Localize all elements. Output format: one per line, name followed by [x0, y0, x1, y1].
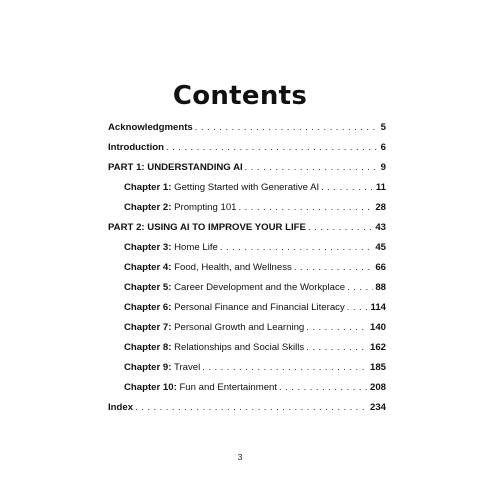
- toc-chapter-title: Getting Started with Generative AI: [171, 182, 320, 193]
- dot-leader: [202, 358, 368, 378]
- table-of-contents: [108, 118, 386, 418]
- toc-entry-title: [124, 338, 304, 358]
- toc-chapter-label: Chapter 4:: [124, 262, 172, 273]
- page-number: 3: [237, 452, 243, 462]
- toc-entry-chapter-9: [108, 358, 386, 378]
- toc-entry-chapter-10: [108, 378, 386, 398]
- dot-leader: [135, 398, 368, 418]
- toc-entry-chapter-8: [108, 338, 386, 358]
- toc-page-number: 43: [375, 222, 386, 233]
- toc-entry-title: [124, 238, 218, 258]
- toc-entry-title: [124, 178, 319, 198]
- toc-chapter-label: Chapter 6:: [124, 302, 172, 313]
- toc-chapter-label: Chapter 7:: [124, 322, 172, 333]
- toc-chapter-title: Home Life: [171, 242, 218, 253]
- toc-entry-chapter-5: [108, 278, 386, 298]
- toc-entry-title: [124, 358, 200, 378]
- toc-chapter-label: Chapter 10:: [124, 382, 177, 393]
- toc-page-number: 208: [369, 382, 386, 393]
- toc-entry-introduction: [108, 138, 386, 158]
- toc-chapter-title: Personal Finance and Financial Literacy: [171, 302, 345, 313]
- toc-chapter-title: Food, Health, and Wellness: [171, 262, 292, 273]
- toc-entry-chapter-6: [108, 298, 386, 318]
- toc-entry-title: Acknowledgments: [108, 122, 193, 133]
- toc-chapter-title: Career Development and the Workplace: [171, 282, 346, 293]
- dot-leader: [239, 198, 374, 218]
- dot-leader: [306, 318, 368, 338]
- dot-leader: [347, 298, 369, 318]
- toc-page-number: 9: [380, 162, 386, 173]
- toc-page-number: 162: [369, 342, 386, 353]
- toc-page-number: 66: [375, 262, 386, 273]
- toc-page-number: 11: [375, 182, 386, 193]
- toc-page-number: 185: [369, 362, 386, 373]
- toc-entry-title: [124, 298, 345, 318]
- toc-chapter-label: Chapter 8:: [124, 342, 172, 353]
- toc-page-number: 234: [369, 402, 386, 413]
- dot-leader: [321, 178, 374, 198]
- toc-chapter-title: Relationships and Social Skills: [171, 342, 305, 353]
- toc-entry-title: [124, 378, 277, 398]
- toc-chapter-title: Fun and Entertainment: [176, 382, 278, 393]
- toc-page-number: 114: [370, 302, 386, 313]
- toc-chapter-title: Prompting 101: [171, 202, 237, 213]
- toc-chapter-title: Travel: [171, 362, 201, 373]
- dot-leader: [347, 278, 373, 298]
- dot-leader: [279, 378, 368, 398]
- toc-entry-part-2: [108, 218, 386, 238]
- dot-leader: [220, 238, 373, 258]
- dot-leader: [306, 338, 368, 358]
- toc-entry-part-1: [108, 158, 386, 178]
- toc-page-number: 5: [380, 122, 386, 133]
- toc-entry-acknowledgments: [108, 118, 386, 138]
- dot-leader: [308, 218, 373, 238]
- toc-entry-title: [124, 318, 304, 338]
- toc-entry-chapter-2: [108, 198, 386, 218]
- dot-leader: [166, 138, 379, 158]
- toc-page-number: 6: [380, 142, 386, 153]
- toc-entry-title: Introduction: [108, 142, 164, 153]
- toc-entry-chapter-3: [108, 238, 386, 258]
- toc-chapter-title: Personal Growth and Learning: [171, 322, 305, 333]
- dot-leader: [294, 258, 374, 278]
- toc-entry-title: [124, 258, 292, 278]
- dot-leader: [195, 118, 379, 138]
- toc-entry-title: [124, 278, 345, 298]
- toc-page-number: 45: [375, 242, 386, 253]
- toc-entry-title: [124, 198, 237, 218]
- page-title: Contents: [172, 81, 308, 112]
- toc-page-number: 140: [369, 322, 386, 333]
- toc-entry-index: [108, 398, 386, 418]
- toc-chapter-label: Chapter 3:: [124, 242, 172, 253]
- toc-entry-chapter-1: [108, 178, 386, 198]
- toc-entry-title: Index: [108, 402, 134, 413]
- toc-entry-chapter-7: [108, 318, 386, 338]
- toc-chapter-label: Chapter 9:: [124, 362, 172, 373]
- toc-chapter-label: Chapter 5:: [124, 282, 172, 293]
- toc-entry-title: PART 1: UNDERSTANDING AI: [108, 162, 243, 173]
- toc-entry-chapter-4: [108, 258, 386, 278]
- toc-chapter-label: Chapter 1:: [124, 182, 172, 193]
- toc-entry-title: PART 2: USING AI TO IMPROVE YOUR LIFE: [108, 222, 306, 233]
- toc-page-number: 88: [375, 282, 386, 293]
- toc-chapter-label: Chapter 2:: [124, 202, 172, 213]
- toc-page-number: 28: [375, 202, 386, 213]
- dot-leader: [245, 158, 379, 178]
